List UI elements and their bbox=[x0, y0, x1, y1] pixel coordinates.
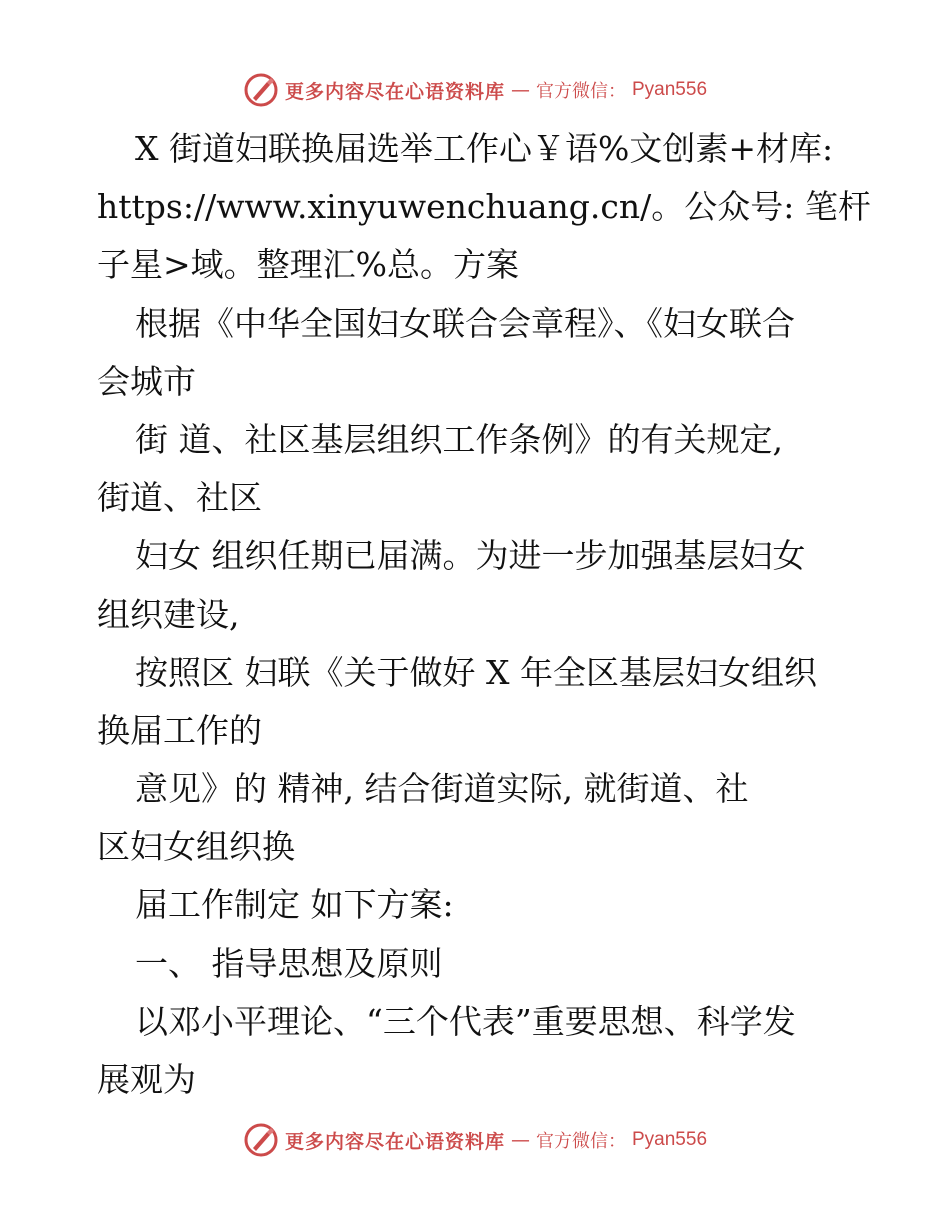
watermark-wechat-id: Pyan556 bbox=[632, 79, 708, 100]
watermark-separator: — bbox=[511, 79, 530, 101]
pen-circle-logo-icon bbox=[243, 1122, 279, 1158]
text-line: 根据《中华全国妇女联合会章程》、《妇女联合 bbox=[135, 303, 795, 343]
watermark-text: 更多内容尽在心语资料库 bbox=[284, 1130, 505, 1153]
text-line: 会城市 bbox=[97, 361, 196, 401]
text-line: 街 道、社区基层组织工作条例》的有关规定, bbox=[135, 419, 783, 459]
watermark-banner-bottom bbox=[0, 1120, 950, 1160]
watermark-banner-top bbox=[0, 70, 950, 110]
text-line: 子星>域。整理汇%总。方案 bbox=[97, 245, 520, 285]
watermark-separator: — bbox=[511, 1129, 530, 1151]
text-line: 按照区 妇联《关于做好 X 年全区基层妇女组织 bbox=[135, 652, 817, 692]
text-line: 换届工作的 bbox=[97, 710, 262, 750]
text-line: X 街道妇联换届选举工作心￥语%文创素+材库: bbox=[135, 129, 834, 168]
text-line: 区妇女组织换 bbox=[97, 827, 295, 867]
text-line: 组织建设, bbox=[97, 594, 240, 634]
watermark-wechat-id: Pyan556 bbox=[632, 1129, 708, 1150]
text-line: 展观为 bbox=[97, 1060, 196, 1099]
watermark-label: 官方微信： bbox=[536, 1131, 626, 1152]
text-line: 妇女 组织任期已届满。为进一步加强基层妇女 bbox=[135, 536, 806, 576]
watermark-label: 官方微信： bbox=[536, 81, 626, 102]
pen-circle-logo-icon bbox=[243, 72, 279, 108]
text-line: 一、 指导思想及原则 bbox=[135, 943, 443, 983]
text-line: 意见》的 精神, 结合街道实际, 就街道、社 bbox=[135, 769, 749, 809]
text-line: https://www.xinyuwenchuang.cn/。公众号: 笔杆 bbox=[97, 187, 871, 227]
text-line: 以邓小平理论、“三个代表”重要思想、科学发 bbox=[135, 1001, 796, 1041]
text-line: 届工作制定 如下方案: bbox=[135, 885, 454, 925]
document-body bbox=[97, 120, 871, 1109]
watermark-text: 更多内容尽在心语资料库 bbox=[284, 80, 505, 103]
text-line: 街道、社区 bbox=[97, 478, 262, 518]
